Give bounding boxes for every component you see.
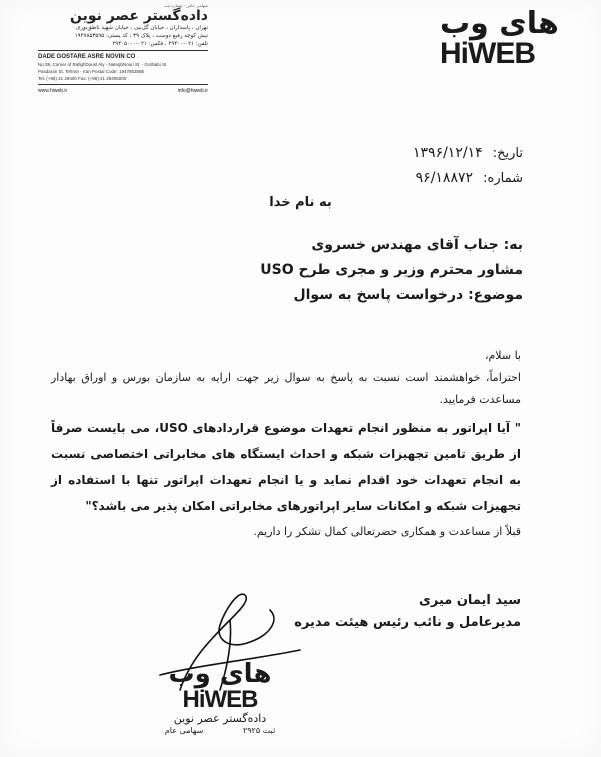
company-phone-fa: تلفن: ۰۲۱-۲۹۴۰۰ ، فکس: ۰۲۱-۲۹۴۰۵۰۰۰ <box>112 41 208 47</box>
intro-paragraph: احتراماً، خواهشمند است نسبت به پاسخ به سوال زیر جهت ارایه به سازمان بورس و اوراق بهادار مساعدت فرمایید. <box>51 371 521 406</box>
email-link: info@hiweb.ir <box>177 88 208 94</box>
divider <box>38 50 208 51</box>
company-address-fa-2: نبش کوچه رفیع دوست ، پلاک ۳۹ ، کد پستی: ۱۹۴۷۸۵۳۵۹۵ <box>74 33 208 39</box>
stamp-brand-fa: های وب <box>168 659 272 689</box>
company-stamp <box>145 660 295 736</box>
stamp-type: سهامی عام <box>164 726 204 735</box>
brand-logo-en: HiWEB <box>440 37 535 70</box>
brand-logo-fa: های وب <box>440 6 559 41</box>
letter-body <box>51 345 521 543</box>
date-row <box>413 141 523 166</box>
thanks-paragraph: قبلاً از مساعدت و همکاری حضرتعالی کمال تشکر را داریم. <box>253 525 521 538</box>
date-value: ۱۳۹۶/۱۲/۱۴ <box>413 145 483 161</box>
company-name-fa: داده‌گستر عصر نوین <box>70 8 208 24</box>
date-label: تاریخ: <box>492 146 523 161</box>
company-name-en: DADE GOSTARE ASRE NOVIN CO <box>38 54 136 60</box>
stamp-reg-row <box>145 726 295 736</box>
company-address-fa-1: تهران ، پاسداران ، خیابان گل‌نبی ، خیابان شهید ناطق‌نوری <box>76 25 208 31</box>
company-phone-en: Tel: (+98) 21 29400 Fax: (+98) 21 29405000 <box>38 76 127 81</box>
signer-title: مدیرعامل و نائب رئیس هیئت مدیره <box>294 615 521 630</box>
stamp-brand-en: HiWEB <box>182 686 258 713</box>
stamp-company-fa: داده‌گستر عصر نوین <box>173 712 267 725</box>
question-paragraph: " آیا اپراتور به منظور انجام تعهدات موضوع قراردادهای USO، می بایست صرفاً از طریق تامین تجهیزات شبکه و احداث ایستگاه های مخابراتی اختصاصی نسبت به انجام تعهدات خود اقدام نماید و یا انجام تعهدات اپراتور تنها با استفاده از تجهیزات شبکه و امکانات سایر اپراتورهای مخابراتی امکان پذیر می باشد؟" <box>51 421 521 513</box>
signer-block <box>294 590 521 634</box>
company-address-en-2: Pasdaran St. Tehran - Iran Postal Code: 1947853595 <box>38 69 144 74</box>
addressee-position: مشاور محترم وزیر و مجری طرح USO <box>260 262 523 278</box>
company-top-note: سهامی خاص - شماره ثبت <box>163 3 208 8</box>
bismillah: به نام خدا <box>269 195 332 210</box>
addressee-block <box>260 233 523 308</box>
company-info <box>38 2 208 95</box>
letter-meta <box>413 141 523 191</box>
stamp-reg: ثبت ۲۹۲۵ <box>242 726 276 735</box>
letter-subject: موضوع: درخواست پاسخ به سوال <box>293 287 523 303</box>
company-address-en-1: No.39, Corner of RafighDoust Aly - NateghNouri St. - GolNabi St <box>38 62 167 67</box>
number-label: شماره: <box>483 171 523 186</box>
greeting: با سلام، <box>484 349 521 362</box>
number-row <box>413 166 523 191</box>
website-link: www.hiweb.ir <box>38 88 68 94</box>
divider <box>38 84 208 85</box>
addressee-to: به: جناب آقای مهندس خسروی <box>311 237 523 253</box>
contact-row <box>38 87 208 95</box>
hiweb-logo <box>440 8 590 68</box>
signer-name: سید ایمان میری <box>418 593 521 608</box>
number-value: ۹۶/۱۸۸۷۲ <box>415 170 474 186</box>
